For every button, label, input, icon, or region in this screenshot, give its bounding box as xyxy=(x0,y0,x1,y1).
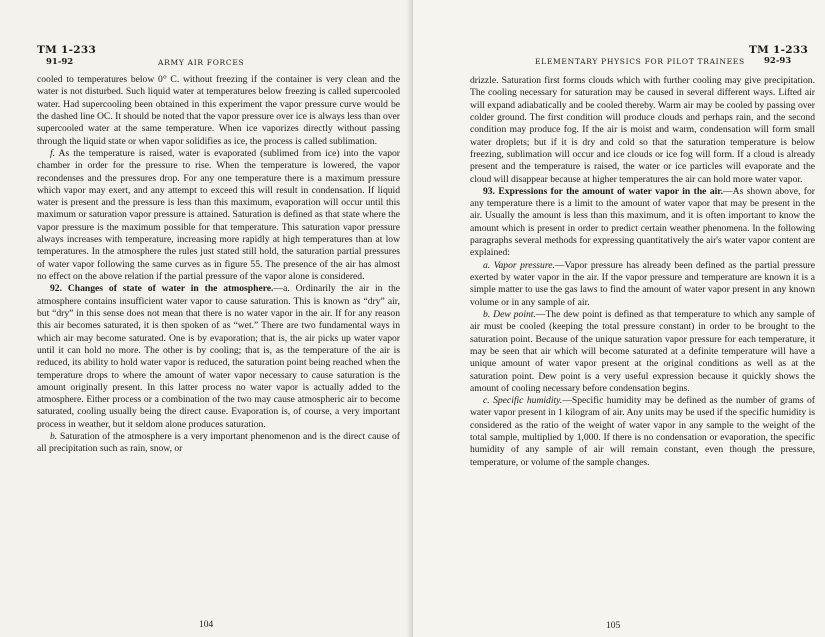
right-para-5-text: —Specific humidity may be defined as the number of grams of water vapor present in 1 kilogram of air. Any units may be used if the specific humidity is considered as the ratio of the weight of water vapor in any sample to the weight of the total sample, multiplied by 1,000. If there is no condensation or evaporation, the specific humidity of any sample of air will remain constant, even though the pressure, temperature, or volume of the sample changes. xyxy=(470,395,815,468)
right-para-3-text: —Vapor pressure has already been defined as the partial pressure exerted by water vapor in the air. If the vapor pressure and temperature are known it is a simple matter to use the gas laws to find the amount of water vapor present in any known volume or in any sample of air. xyxy=(470,259,815,308)
left-tm-number: TM 1-233 xyxy=(37,44,97,56)
right-para-2-text: —As shown above, for any temperature there is a limit to the amount of water vapor that may be present in the air. Usually the amount is less than this maximum, and it is often important to know the amount which is present in order to predict certain weather phenomena. In the following paragraphs several methods for expressing quantitatively the air's water vapor content are explained: xyxy=(470,185,815,259)
left-paragraph-2 xyxy=(37,148,400,283)
left-paragraph-3 xyxy=(37,283,400,431)
left-para-4-text: Saturation of the atmosphere is a very important phenomenon and is the direct cause of all precipitation such as rain, snow, or xyxy=(37,431,400,455)
left-para-2-label: f. xyxy=(50,147,56,159)
right-section-range: 92-93 xyxy=(764,56,792,66)
right-paragraph-1: drizzle. Saturation first forms clouds which with further cooling may give precipitation. The cooling necessary for saturation may be caused in several different ways. Lifted air will expand adiabatically and be cooled thereby. Warm air may be cooled by passing over colder ground. The first condition will produce clouds and perhaps rain, and the second condition may produce fog. If the air is moist and warm, condensation will form small water droplets; but if it is dry and cold so that the saturation temperature is below freezing, sublimation will occur and ice clouds or ice fog will form. If a cloud is already present and the temperature is raised, the water or ice particles will evaporate and the cloud will disappear because at higher temperatures the air can hold more water vapor. xyxy=(470,75,815,185)
right-page-number: 105 xyxy=(606,621,621,631)
left-paragraph-1: cooled to temperatures below 0° C. without freezing if the container is very clean and the water is not disturbed. Such liquid water at temperatures below freezing is called supercooled water. Had supercooling been obtained in this experiment the vapor pressure curve would be the dashed line OC. It should be noted that the vapor pressure over ice is always less than over supercooled water at the same temperature. When ice vaporizes directly without passing through the liquid state or when vapor solidifies as ice, the process is called sublimation. xyxy=(37,74,400,147)
right-para-4-text: —The dew point is defined as that temperature to which any sample of air must be cooled (keeping the total pressure constant) in order to be brought to the saturation point. Because of the unique saturation vapor pressure for each temperature, it may be seen that air which will become saturated at a definite temperature will have a unique amount of water vapor present at the original conditions as well as at the saturation point. Dew point is a very useful expression because it quickly shows the amount of cooling necessary before condensation begins. xyxy=(470,308,815,394)
left-paragraph-4 xyxy=(37,431,400,456)
right-paragraph-4 xyxy=(470,309,815,395)
left-para-4-label: b. xyxy=(50,431,58,443)
section-92-heading: 92. Changes of state of water in the atmosphere. xyxy=(50,283,274,295)
right-paragraph-5 xyxy=(470,395,815,469)
right-running-title: ELEMENTARY PHYSICS FOR PILOT TRAINEES xyxy=(535,57,745,66)
left-body xyxy=(37,74,400,456)
section-93-heading: 93. Expressions for the amount of water vapor in the air. xyxy=(483,185,724,197)
left-para-3-text: —a. Ordinarily the air in the atmosphere contains insufficient water vapor to cause saturation. This is known as “dry” air, but “dry” in this sense does not mean that there is no water vapor in the air. If for any reason this air becomes saturated, it is then spoken of as “wet.” There are two fundamental ways in which air may become saturated. One is by evaporation; that is, the air picks up water vapor until it can hold no more. The other is by cooling; that is, as the temperature of the air is reduced, its ability to hold water vapor is reduced, the saturation point being reached when the temperature drops to where the amount of water vapor necessary to cause saturation is the amount originally present. In this latter process no water vapor is actually added to the atmosphere. Either process or a combination of the two may cause atmospheric air to become saturated, cooling usually being the direct cause. Evaporation is, of course, a very important process in weather, but it seldom alone produces saturation. xyxy=(37,283,401,430)
right-body xyxy=(470,75,815,469)
right-paragraph-3 xyxy=(470,260,815,309)
dew-point-label: b. Dew point. xyxy=(483,308,536,320)
right-tm-number: TM 1-233 xyxy=(749,44,809,56)
left-page-number: 104 xyxy=(199,620,214,630)
left-running-title: ARMY AIR FORCES xyxy=(158,58,245,67)
left-section-range: 91-92 xyxy=(46,57,74,67)
left-page xyxy=(0,0,412,637)
right-page xyxy=(413,0,825,637)
vapor-pressure-label: a. Vapor pressure. xyxy=(483,259,555,271)
right-paragraph-2 xyxy=(470,186,815,260)
specific-humidity-label: c. Specific humidity. xyxy=(483,395,563,407)
left-para-2-text: As the temperature is raised, water is evaporated (sublimed from ice) into the vapor chamber in order for the pressure to rise. When the temperature is lowered, the vapor recondenses and the pressures drop. For any one temperature there is a maximum pressure which vapor may exert, and any attempt to exceed this will result in condensation. If liquid water is present and the pressure is less than this maximum, evaporation will occur until this maximum or saturation vapor pressure is attained. Saturation is defined as that state where the vapor pressure is the maximum possible for that temperature. This saturation vapor pressure always increases with temperature, increasing more rapidly at high temperatures than at low temperatures. In the atmosphere the rules just stated still hold, the saturation partial pressures of water vapor following the same curves as in figure 55. The presence of the air has almost no effect on the above relation if the partial pressure of the vapor alone is considered. xyxy=(37,147,400,282)
